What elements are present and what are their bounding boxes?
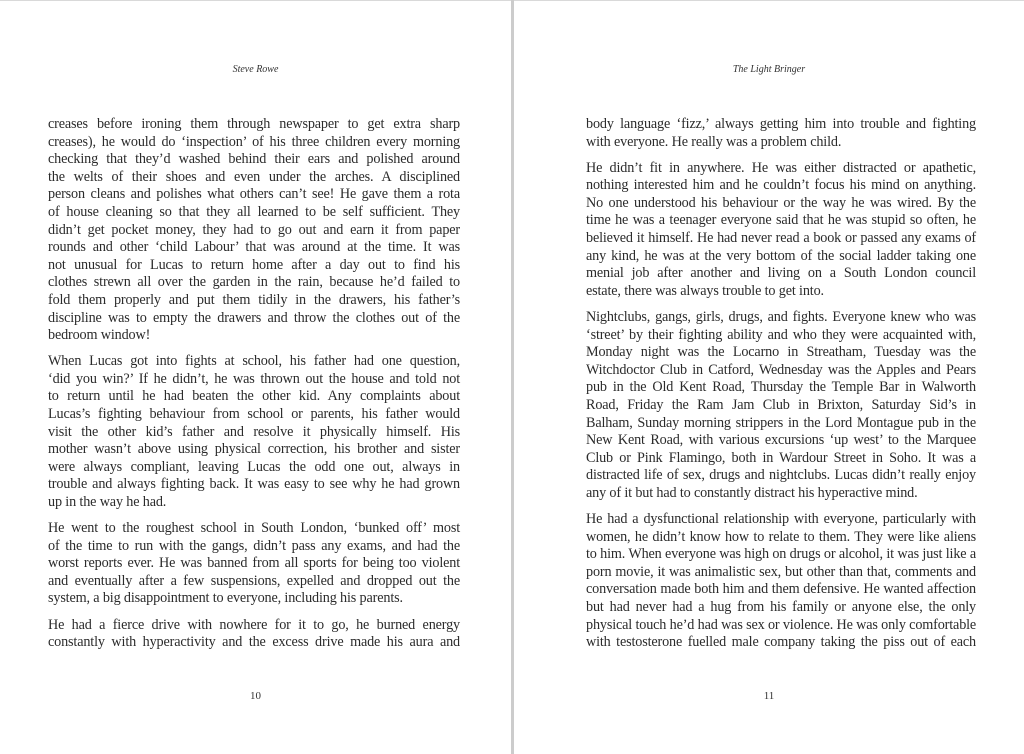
text-line: but had never had a hug from his family or anyone else, the only bbox=[586, 598, 976, 615]
text-line: system, a big disappointment to everyone, including his parents. bbox=[48, 590, 403, 607]
text-line: Road, Friday the Ram Jam Club in Brixton, Saturday Sid’s in bbox=[586, 396, 976, 413]
paragraph bbox=[48, 353, 460, 511]
text-line: distracted life of sex, drugs and nightclubs. Lucas didn’t really enjoy bbox=[586, 467, 976, 484]
text-line: He had a fierce drive with nowhere for it to go, he burned energy bbox=[48, 616, 460, 633]
text-line: believed it himself. He had never read a book or passed any exams of bbox=[586, 230, 976, 247]
left-page-body bbox=[48, 116, 460, 660]
running-head-title: The Light Bringer bbox=[732, 64, 806, 75]
text-line: checking that they’d washed behind their ears and polished around bbox=[48, 151, 460, 168]
text-line: didn’t get pocket money, they had to go out and earn it from paper bbox=[48, 221, 460, 238]
text-line: Club or Pink Flamingo, both in Wardour Street in Soho. It was a bbox=[586, 449, 976, 466]
text-line: worst reports ever. He was banned from all sports for being too violent bbox=[48, 555, 460, 572]
text-line: When Lucas got into fights at school, his father had one question, bbox=[48, 353, 460, 370]
text-line: women, he didn’t know how to relate to them. They were like aliens bbox=[586, 528, 976, 545]
text-line: Nightclubs, gangs, girls, drugs, and fights. Everyone knew who was bbox=[586, 308, 976, 325]
text-line: creases), he would do ‘inspection’ of his three children every morning bbox=[48, 133, 460, 150]
text-line: conversation made both him and them defensive. He wanted affection bbox=[586, 581, 976, 598]
text-line: No one understood his behaviour or the way he was wired. By the bbox=[586, 194, 976, 211]
text-line: creases before ironing them through newspaper to get extra sharp bbox=[48, 116, 460, 132]
text-line: were always compliant, leaving Lucas the odd one out, always in bbox=[48, 458, 460, 475]
page-number-right: 11 bbox=[763, 690, 775, 702]
text-line: physical touch he’d had was sex or violence. He was only comfortable bbox=[586, 616, 977, 633]
text-line: bedroom window! bbox=[48, 327, 151, 344]
paragraph bbox=[48, 520, 460, 608]
text-line: any of it but had to constantly distract his hyperactive mind. bbox=[586, 484, 918, 501]
text-line: Witchdoctor Club in Catford, Wednesday was the Apples and Pears bbox=[586, 361, 976, 378]
text-line: and eventually after a few suspensions, expelled and dropped out the bbox=[48, 572, 460, 589]
paragraph bbox=[48, 617, 460, 652]
text-line: New Kent Road, with various excursions ‘up west’ to the Marquee bbox=[586, 432, 976, 449]
text-line: constantly with hyperactivity and the excess drive made his aura and bbox=[48, 634, 460, 651]
text-line: He didn’t fit in anywhere. He was either distracted or apathetic, bbox=[586, 159, 976, 176]
text-line: pub in the Old Kent Road, Thursday the Temple Bar in Walworth bbox=[586, 379, 976, 396]
text-line: to return until he had beaten the other kid. Any complaints about bbox=[48, 388, 460, 405]
text-line: not unusual for Lucas to return home after a day out to find his bbox=[48, 256, 460, 273]
text-line: any kind, he was at the very bottom of the social ladder taking one bbox=[586, 247, 976, 264]
paragraph bbox=[48, 116, 460, 345]
text-line: up in the way he had. bbox=[48, 493, 167, 510]
text-line: He went to the roughest school in South London, ‘bunked off’ most bbox=[48, 520, 460, 537]
paragraph bbox=[586, 309, 976, 503]
left-page bbox=[0, 0, 511, 754]
text-line: porn movie, it was animalistic sex, but other than that, comments and bbox=[586, 563, 976, 580]
text-line: rounds and other ‘child Labour’ that was around at the time. It was bbox=[48, 239, 460, 256]
text-line: trouble and always fighting back. It was easy to see why he had grown bbox=[48, 476, 460, 493]
text-line: to him. When everyone was high on drugs or alcohol, it was just like a bbox=[586, 546, 976, 563]
text-line: of the time to run with the gangs, didn’t pass any exams, and had the bbox=[48, 537, 460, 554]
text-line: estate, there was always trouble to get into. bbox=[586, 282, 824, 299]
text-line: Balham, Sunday morning strippers in the Lord Montague pub in the bbox=[586, 414, 976, 431]
right-page-body bbox=[586, 116, 976, 660]
text-line: ‘did you win?’ If he didn’t, he was thrown out the house and told not bbox=[48, 370, 460, 387]
text-line: Lucas’s fighting behaviour from school or parents, his father would bbox=[48, 406, 460, 422]
paragraph bbox=[586, 116, 976, 151]
running-head-author: Steve Rowe bbox=[232, 64, 279, 75]
text-line: mother wasn’t above using physical correction, his brother and sister bbox=[48, 441, 460, 458]
text-line: body language ‘fizz,’ always getting him into trouble and fighting bbox=[586, 116, 976, 132]
text-line: person cleans and polishes what others can’t see! He gave them a rota bbox=[48, 186, 460, 203]
text-line: He had a dysfunctional relationship with everyone, particularly with bbox=[586, 510, 976, 527]
text-line: menial job after another and living on a South London council bbox=[586, 265, 976, 282]
paragraph bbox=[586, 511, 976, 652]
text-line: fold them properly and put them tidily in the drawers, his father’s bbox=[48, 291, 460, 308]
text-line: ‘street’ by their fighting ability and who they were acquainted with, bbox=[586, 326, 976, 343]
text-line: nothing interested him and he couldn’t focus his mind on anything. bbox=[586, 177, 976, 194]
paragraph bbox=[586, 160, 976, 301]
text-line: time he was a teenager everyone said that he was stupid so often, he bbox=[586, 212, 976, 229]
text-line: visit the other kid’s father and resolve it physically himself. His bbox=[48, 423, 460, 440]
right-page bbox=[514, 0, 1024, 754]
page-number-left: 10 bbox=[250, 690, 261, 702]
text-line: with testosterone fuelled male company taking the piss out of each bbox=[586, 634, 976, 651]
text-line: of house cleaning so that they all learned to be self sufficient. They bbox=[48, 203, 460, 220]
text-line: discipline was to empty the drawers and throw the clothes out of the bbox=[48, 309, 460, 326]
text-line: Monday night was the Locarno in Streatham, Tuesday was the bbox=[586, 344, 976, 361]
text-line: with everyone. He really was a problem child. bbox=[586, 133, 842, 150]
text-line: clothes strewn all over the garden in the rain, because he’d failed to bbox=[48, 274, 460, 291]
text-line: the welts of their shoes and even under the arches. A disciplined bbox=[48, 168, 460, 185]
